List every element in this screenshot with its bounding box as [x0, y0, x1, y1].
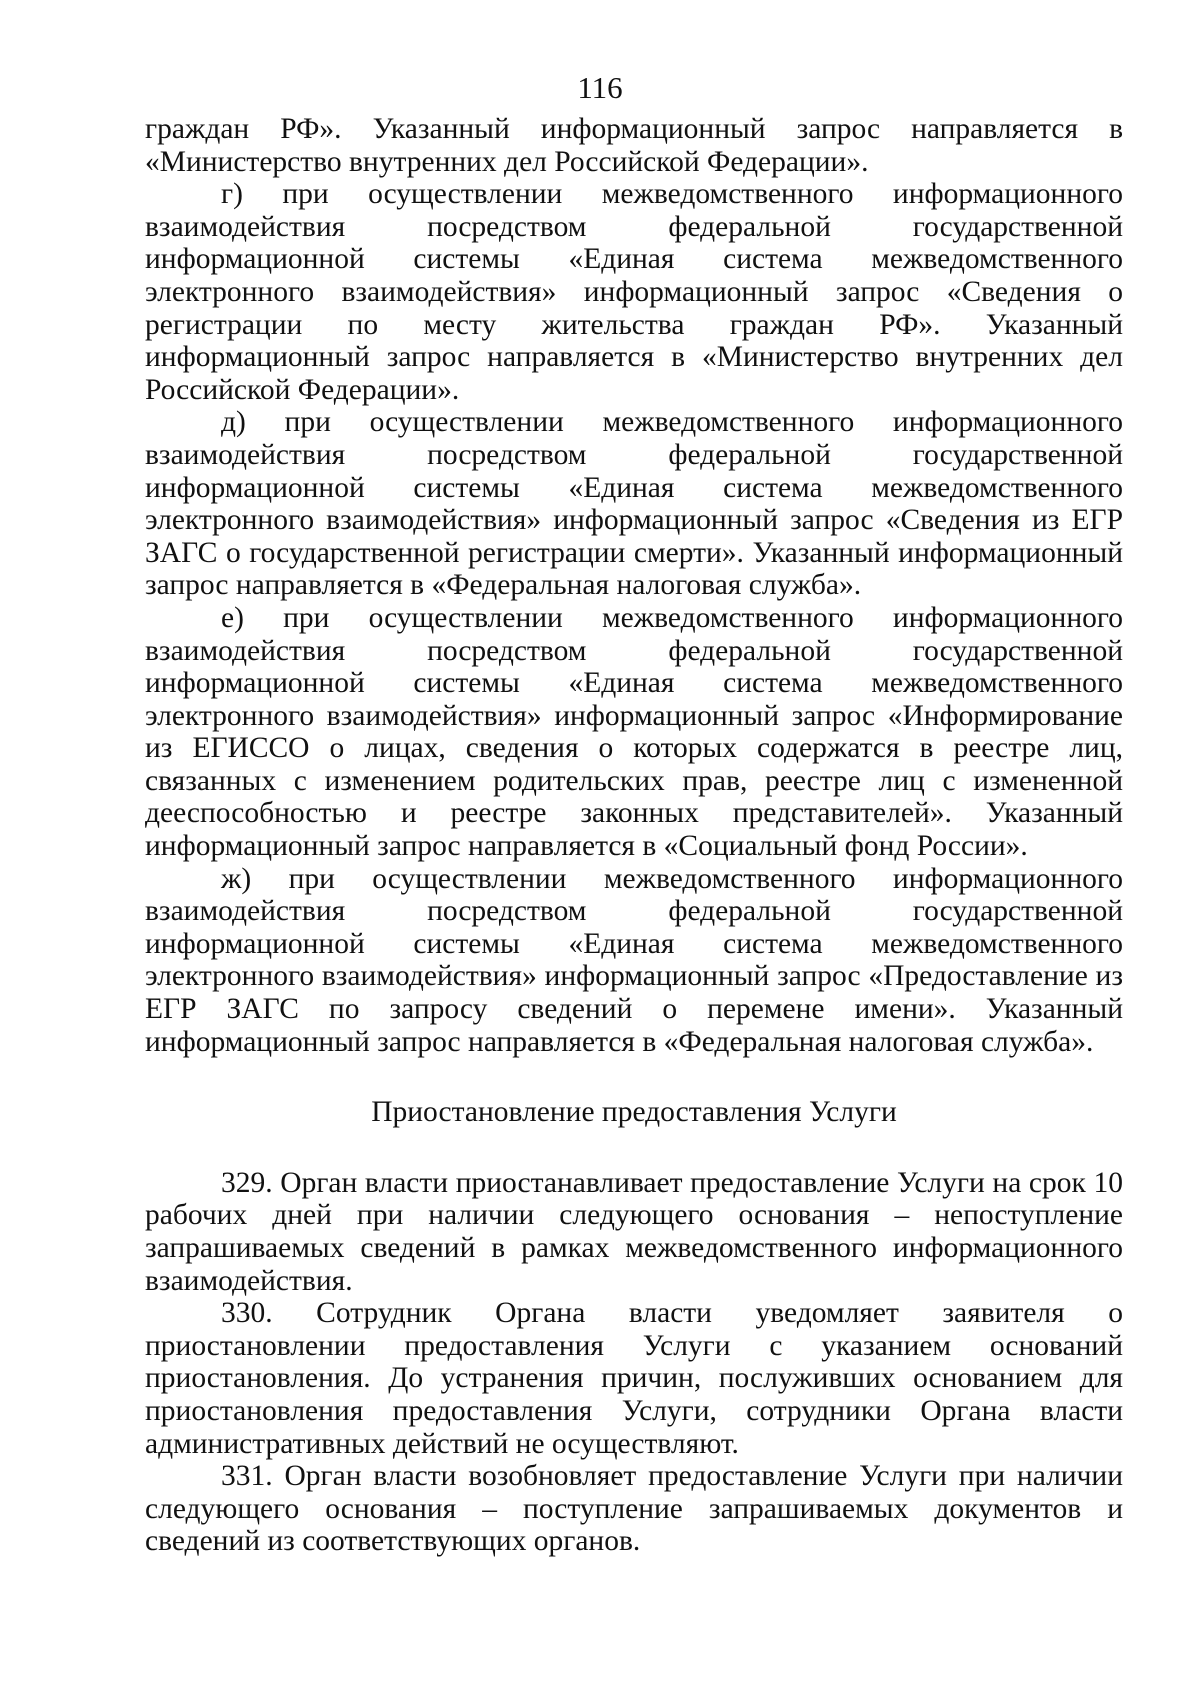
paragraph-item-e: е) при осуществлении межведомственного информационного взаимодействия посредством федеральной государственной информационной системы «Единая система межведомственного электронного взаимодействия» информационный запрос «Информирование из ЕГИССО о лицах, сведения о которых содержатся в реестре лиц, связанных с изменением родительских прав, реестре лиц с измененной дееспособностью и реестре законных представителей». Указанный информационный запрос направляется в «Социальный фонд России».	[145, 601, 1123, 863]
paragraph-330: 330. Сотрудник Органа власти уведомляет заявителя о приостановлении предоставления Услуги с указанием оснований приостановления. До устранения причин, послуживших основанием для приостановления предоставления Услуги, сотрудники Органа власти административных действий не осуществляют.	[145, 1297, 1123, 1460]
paragraph-331: 331. Орган власти возобновляет предоставление Услуги при наличии следующего основания – поступление запрашиваемых документов и сведений из соответствующих органов.	[145, 1460, 1123, 1558]
page-number: 116	[577, 70, 623, 105]
document-body	[145, 113, 1123, 1558]
paragraph-item-g: г) при осуществлении межведомственного информационного взаимодействия посредством федеральной государственной информационной системы «Единая система межведомственного электронного взаимодействия» информационный запрос «Сведения о регистрации по месту жительства граждан РФ». Указанный информационный запрос направляется в «Министерство внутренних дел Российской Федерации».	[145, 178, 1123, 406]
paragraph-continuation: граждан РФ». Указанный информационный запрос направляется в «Министерство внутренних дел Российской Федерации».	[145, 113, 1123, 178]
paragraph-329: 329. Орган власти приостанавливает предоставление Услуги на срок 10 рабочих дней при наличии следующего основания – непоступление запрашиваемых сведений в рамках межведомственного информационного взаимодействия.	[145, 1166, 1123, 1297]
section-heading: Приостановление предоставления Услуги	[371, 1096, 897, 1129]
paragraph-item-d: д) при осуществлении межведомственного информационного взаимодействия посредством федеральной государственной информационной системы «Единая система межведомственного электронного взаимодействия» информационный запрос «Сведения из ЕГР ЗАГС о государственной регистрации смерти». Указанный информационный запрос направляется в «Федеральная налоговая служба».	[145, 406, 1123, 602]
paragraph-item-zh: ж) при осуществлении межведомственного информационного взаимодействия посредством федеральной государственной информационной системы «Единая система межведомственного электронного взаимодействия» информационный запрос «Предоставление из ЕГР ЗАГС по запросу сведений о перемене имени». Указанный информационный запрос направляется в «Федеральная налоговая служба».	[145, 862, 1123, 1058]
